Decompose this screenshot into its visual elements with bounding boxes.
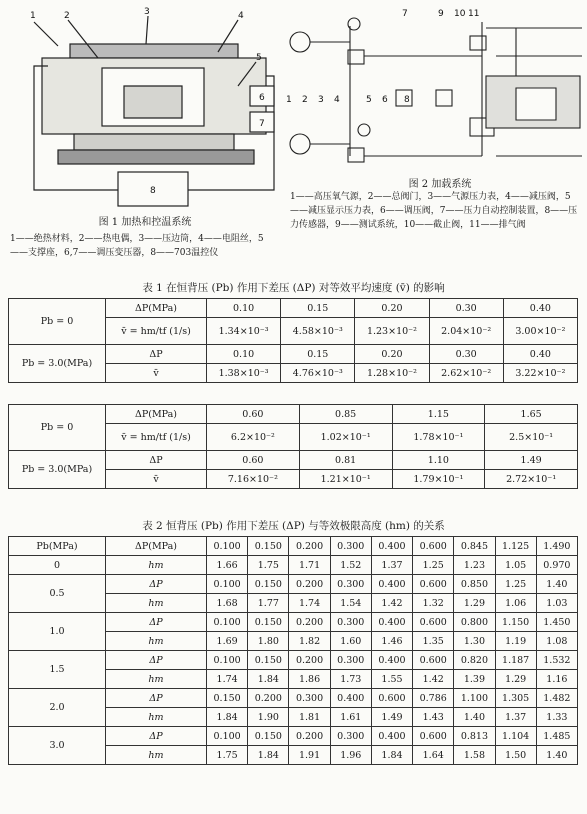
table-cell: 1.39 xyxy=(454,670,495,689)
table-cell: 2.5×10⁻¹ xyxy=(485,424,578,451)
table-row xyxy=(9,689,578,708)
table-cell: 1.86 xyxy=(289,670,330,689)
row-label: ΔP xyxy=(106,689,207,708)
table-cell: 0.30 xyxy=(429,299,503,318)
header-cell: ΔP(MPa) xyxy=(106,537,207,556)
table-cell: 1.66 xyxy=(207,556,248,575)
row-label: hm xyxy=(106,708,207,727)
table-cell: 1.46 xyxy=(371,632,412,651)
table-cell: 1.50 xyxy=(495,746,536,765)
table-2 xyxy=(8,536,578,765)
row-label: hm xyxy=(106,556,207,575)
table-cell: 1.32 xyxy=(413,594,454,613)
fig1-label-3: 3 xyxy=(144,7,150,17)
table-cell: 1.68 xyxy=(207,594,248,613)
table-cell: 1.42 xyxy=(371,594,412,613)
table-cell: 1.16 xyxy=(536,670,577,689)
table-cell: 1.60 xyxy=(330,632,371,651)
table-cell: 0.400 xyxy=(371,651,412,670)
table-cell: 1.84 xyxy=(371,746,412,765)
table-cell: 0.200 xyxy=(289,727,330,746)
table-cell: 1.29 xyxy=(454,594,495,613)
table-cell: 1.37 xyxy=(371,556,412,575)
group-cell: 3.0 xyxy=(9,727,106,765)
table-row xyxy=(9,727,578,746)
table-cell: 1.75 xyxy=(207,746,248,765)
table-1-part-2 xyxy=(8,404,578,489)
fig1-label-5: 5 xyxy=(256,53,262,63)
table-cell: 1.40 xyxy=(536,746,577,765)
table-cell: 1.28×10⁻² xyxy=(355,364,429,383)
table-cell: 3.22×10⁻² xyxy=(503,364,577,383)
table-cell: 1.08 xyxy=(536,632,577,651)
fig2-label-5: 5 xyxy=(366,95,372,105)
fig1-label-4: 4 xyxy=(238,11,244,21)
table-cell: 0.20 xyxy=(355,345,429,364)
group-cell: Pb = 0 xyxy=(9,405,106,451)
row-label: v̄ xyxy=(106,470,207,489)
fig1-label-2: 2 xyxy=(64,11,70,21)
table-cell: 0.970 xyxy=(536,556,577,575)
header-cell: 0.300 xyxy=(330,537,371,556)
table-row xyxy=(9,651,578,670)
table-cell: 1.49 xyxy=(485,451,578,470)
table-cell: 0.200 xyxy=(289,651,330,670)
table-cell: 1.77 xyxy=(248,594,289,613)
fig2-label-7: 7 xyxy=(402,9,408,19)
table-cell: 0.150 xyxy=(248,613,289,632)
table-cell: 1.55 xyxy=(371,670,412,689)
table-row xyxy=(9,556,578,575)
table-row xyxy=(9,345,578,364)
table-cell: 0.81 xyxy=(299,451,392,470)
table-cell: 0.60 xyxy=(207,451,300,470)
table-cell: 0.100 xyxy=(207,651,248,670)
row-label: ΔP xyxy=(106,727,207,746)
table-cell: 1.64 xyxy=(413,746,454,765)
table-row xyxy=(9,451,578,470)
table-cell: 1.73 xyxy=(330,670,371,689)
table-cell: 1.150 xyxy=(495,613,536,632)
table-cell: 1.305 xyxy=(495,689,536,708)
table-cell: 0.600 xyxy=(371,689,412,708)
fig1-label-8: 8 xyxy=(150,186,156,196)
table-cell: 1.82 xyxy=(289,632,330,651)
table-cell: 0.15 xyxy=(281,345,355,364)
table-cell: 0.200 xyxy=(248,689,289,708)
table-cell: 1.74 xyxy=(289,594,330,613)
table-cell: 0.60 xyxy=(207,405,300,424)
table-cell: 0.150 xyxy=(248,727,289,746)
table-cell: 0.100 xyxy=(207,727,248,746)
table-cell: 2.62×10⁻² xyxy=(429,364,503,383)
table-cell: 1.25 xyxy=(413,556,454,575)
group-cell: Pb = 3.0(MPa) xyxy=(9,451,106,489)
table-cell: 1.42 xyxy=(413,670,454,689)
table-cell: 1.532 xyxy=(536,651,577,670)
table-cell: 0.400 xyxy=(371,613,412,632)
table-cell: 1.187 xyxy=(495,651,536,670)
header-cell: 0.845 xyxy=(454,537,495,556)
figure-2-loading-system-diagram xyxy=(286,6,582,164)
figure-2-caption: 图 2 加载系统 xyxy=(408,179,472,190)
table-cell: 1.10 xyxy=(392,451,485,470)
group-cell: Pb = 3.0(MPa) xyxy=(9,345,106,383)
row-label: ΔP xyxy=(106,345,207,364)
table-row xyxy=(9,575,578,594)
header-cell: 1.490 xyxy=(536,537,577,556)
group-cell: Pb = 0 xyxy=(9,299,106,345)
figure-1-legend: 1——绝热材料，2——热电偶，3——压边筒，4——电阻丝，5——支撑座，6,7——调压变压器，8——703温控仪 xyxy=(10,234,264,258)
row-label: ΔP xyxy=(106,575,207,594)
group-cell: 0.5 xyxy=(9,575,106,613)
fig2-label-3: 3 xyxy=(318,95,324,105)
table-cell: 1.02×10⁻¹ xyxy=(299,424,392,451)
table-cell: 1.34×10⁻³ xyxy=(207,318,281,345)
fig2-label-9: 9 xyxy=(438,9,444,19)
figure-1-caption: 图 1 加热和控温系统 xyxy=(98,217,192,228)
table-cell: 1.23 xyxy=(454,556,495,575)
table-cell: 1.81 xyxy=(289,708,330,727)
table-row xyxy=(9,613,578,632)
table-cell: 1.25 xyxy=(495,575,536,594)
fig2-label-11: 11 xyxy=(468,9,480,19)
table-cell: 1.104 xyxy=(495,727,536,746)
fig1-label-6: 6 xyxy=(259,93,265,103)
table-cell: 1.69 xyxy=(207,632,248,651)
fig1-label-1: 1 xyxy=(30,11,36,21)
row-label: v̄ = hm/tf (1/s) xyxy=(106,318,207,345)
fig2-label-6: 6 xyxy=(382,95,388,105)
row-label: v̄ xyxy=(106,364,207,383)
header-cell: 0.400 xyxy=(371,537,412,556)
row-label: ΔP(MPa) xyxy=(106,299,207,318)
table-cell: 0.150 xyxy=(207,689,248,708)
table-cell: 0.786 xyxy=(413,689,454,708)
row-label: hm xyxy=(106,594,207,613)
table-cell: 1.80 xyxy=(248,632,289,651)
table-cell: 4.76×10⁻³ xyxy=(281,364,355,383)
table-cell: 0.813 xyxy=(454,727,495,746)
table-cell: 0.10 xyxy=(207,345,281,364)
table-cell: 1.96 xyxy=(330,746,371,765)
table-cell: 1.84 xyxy=(248,670,289,689)
group-cell: 2.0 xyxy=(9,689,106,727)
table-cell: 1.15 xyxy=(392,405,485,424)
table-cell: 1.84 xyxy=(207,708,248,727)
row-label: hm xyxy=(106,670,207,689)
table-cell: 0.40 xyxy=(503,345,577,364)
table-cell: 0.100 xyxy=(207,575,248,594)
table-1-title: 表 1 在恒背压 (Pb) 作用下差压 (ΔP) 对等效平均速度 (v̄) 的影响 xyxy=(142,282,445,294)
header-cell: 0.150 xyxy=(248,537,289,556)
row-label: hm xyxy=(106,746,207,765)
table-cell: 0.800 xyxy=(454,613,495,632)
table-cell: 1.35 xyxy=(413,632,454,651)
fig2-label-8: 8 xyxy=(404,95,410,105)
table-cell: 1.71 xyxy=(289,556,330,575)
table-cell: 0.600 xyxy=(413,727,454,746)
table-cell: 1.06 xyxy=(495,594,536,613)
table-cell: 1.40 xyxy=(536,575,577,594)
table-cell: 0.300 xyxy=(289,689,330,708)
table-cell: 1.84 xyxy=(248,746,289,765)
table-cell: 0.600 xyxy=(413,575,454,594)
table-cell: 0.20 xyxy=(355,299,429,318)
group-cell: 1.0 xyxy=(9,613,106,651)
row-label: hm xyxy=(106,632,207,651)
table-cell: 1.43 xyxy=(413,708,454,727)
header-cell: 0.100 xyxy=(207,537,248,556)
header-cell: 0.600 xyxy=(413,537,454,556)
table-2-title: 表 2 恒背压 (Pb) 作用下差压 (ΔP) 与等效极限高度 (hm) 的关系 xyxy=(142,520,445,532)
table-cell: 4.58×10⁻³ xyxy=(281,318,355,345)
table-cell: 0.30 xyxy=(429,345,503,364)
fig2-label-10: 10 xyxy=(454,9,466,19)
table-cell: 0.600 xyxy=(413,651,454,670)
table-cell: 1.61 xyxy=(330,708,371,727)
table-cell: 1.74 xyxy=(207,670,248,689)
row-label: ΔP xyxy=(106,451,207,470)
table-cell: 0.15 xyxy=(281,299,355,318)
table-cell: 1.58 xyxy=(454,746,495,765)
table-cell: 1.40 xyxy=(454,708,495,727)
table-cell: 0.200 xyxy=(289,613,330,632)
row-label: ΔP(MPa) xyxy=(106,405,207,424)
fig2-label-4: 4 xyxy=(334,95,340,105)
table-cell: 1.49 xyxy=(371,708,412,727)
table-cell: 0.850 xyxy=(454,575,495,594)
group-cell: 1.5 xyxy=(9,651,106,689)
table-cell: 1.38×10⁻³ xyxy=(207,364,281,383)
table-cell: 1.91 xyxy=(289,746,330,765)
row-label: v̄ = hm/tf (1/s) xyxy=(106,424,207,451)
table-cell: 1.29 xyxy=(495,670,536,689)
table-cell: 0.100 xyxy=(207,613,248,632)
table-cell: 0.150 xyxy=(248,651,289,670)
header-cell: Pb(MPa) xyxy=(9,537,106,556)
table-cell: 0.300 xyxy=(330,613,371,632)
table-cell: 0.40 xyxy=(503,299,577,318)
table-cell: 1.30 xyxy=(454,632,495,651)
row-label: ΔP xyxy=(106,613,207,632)
table-1-part-1 xyxy=(8,298,578,383)
table-cell: 2.04×10⁻² xyxy=(429,318,503,345)
table-cell: 1.23×10⁻² xyxy=(355,318,429,345)
table-cell: 0.200 xyxy=(289,575,330,594)
table-cell: 1.21×10⁻¹ xyxy=(299,470,392,489)
table-cell: 1.78×10⁻¹ xyxy=(392,424,485,451)
table-cell: 1.485 xyxy=(536,727,577,746)
table-cell: 1.33 xyxy=(536,708,577,727)
table-cell: 3.00×10⁻² xyxy=(503,318,577,345)
table-cell: 1.65 xyxy=(485,405,578,424)
table-cell: 1.05 xyxy=(495,556,536,575)
table-cell: 7.16×10⁻² xyxy=(207,470,300,489)
table-cell: 0.85 xyxy=(299,405,392,424)
table-cell: 1.19 xyxy=(495,632,536,651)
table-cell: 0.300 xyxy=(330,651,371,670)
fig2-label-1: 1 xyxy=(286,95,292,105)
table-cell: 0.10 xyxy=(207,299,281,318)
header-cell: 1.125 xyxy=(495,537,536,556)
group-cell: 0 xyxy=(9,556,106,575)
table-cell: 1.54 xyxy=(330,594,371,613)
fig1-label-7: 7 xyxy=(259,119,265,129)
row-label: ΔP xyxy=(106,651,207,670)
table-cell: 1.52 xyxy=(330,556,371,575)
header-cell: 0.200 xyxy=(289,537,330,556)
table-cell: 1.482 xyxy=(536,689,577,708)
table-cell: 0.600 xyxy=(413,613,454,632)
table-cell: 0.300 xyxy=(330,727,371,746)
table-cell: 6.2×10⁻² xyxy=(207,424,300,451)
table-cell: 0.300 xyxy=(330,575,371,594)
table-cell: 1.90 xyxy=(248,708,289,727)
table-row xyxy=(9,405,578,424)
table-cell: 0.150 xyxy=(248,575,289,594)
table-cell: 1.37 xyxy=(495,708,536,727)
fig2-label-2: 2 xyxy=(302,95,308,105)
table-cell: 0.820 xyxy=(454,651,495,670)
table-cell: 1.450 xyxy=(536,613,577,632)
figure-1-heating-system-diagram xyxy=(28,6,278,208)
table-cell: 2.72×10⁻¹ xyxy=(485,470,578,489)
figure-2-legend: 1——高压氧气源，2——总阀门，3——气源压力表，4——减压阀，5——减压显示压力表，6——调压阀，7——压力自动控制装置，8——压力传感器，9——测试系统，10——截止阀，11——排气阀 xyxy=(290,192,578,230)
table-header-row xyxy=(9,537,578,556)
table-cell: 0.400 xyxy=(371,575,412,594)
table-cell: 0.400 xyxy=(330,689,371,708)
table-cell: 1.75 xyxy=(248,556,289,575)
table-row xyxy=(9,299,578,318)
table-cell: 0.400 xyxy=(371,727,412,746)
table-cell: 1.100 xyxy=(454,689,495,708)
table-cell: 1.79×10⁻¹ xyxy=(392,470,485,489)
table-cell: 1.03 xyxy=(536,594,577,613)
